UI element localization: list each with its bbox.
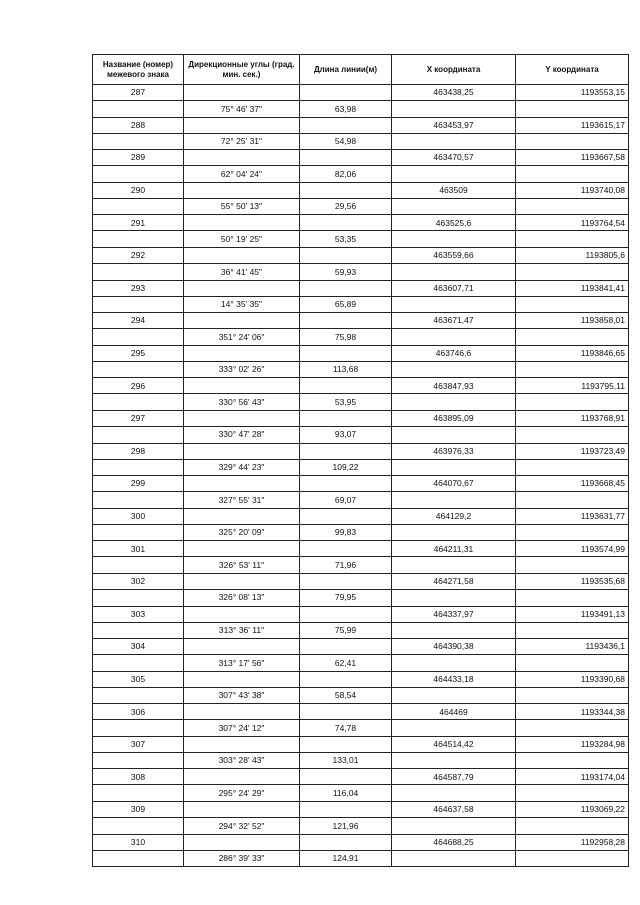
point-y: 1193768,91	[516, 410, 629, 426]
header-length: Длина линии(м)	[300, 55, 392, 85]
point-name: 298	[93, 443, 184, 459]
point-x: 463895,09	[392, 410, 516, 426]
segment-angle: 325° 20' 09"	[184, 524, 300, 541]
empty-cell	[300, 280, 392, 296]
segment-length: 99,83	[300, 524, 392, 541]
segment-angle: 72° 25' 31"	[184, 133, 300, 150]
empty-cell	[184, 769, 300, 785]
point-x: 463746,6	[392, 345, 516, 361]
empty-cell	[516, 687, 629, 704]
table-body	[93, 85, 629, 867]
empty-cell	[93, 655, 184, 672]
segment-row	[93, 231, 629, 248]
empty-cell	[184, 345, 300, 361]
segment-row	[93, 687, 629, 704]
empty-cell	[300, 150, 392, 166]
point-x: 464514,42	[392, 736, 516, 752]
empty-cell	[516, 296, 629, 313]
point-row	[93, 573, 629, 589]
point-x: 463470,57	[392, 150, 516, 166]
point-name: 301	[93, 541, 184, 557]
segment-row	[93, 818, 629, 835]
empty-cell	[516, 818, 629, 835]
segment-length: 124,91	[300, 850, 392, 867]
point-y: 1193344,38	[516, 704, 629, 720]
point-x: 464587,79	[392, 769, 516, 785]
empty-cell	[300, 573, 392, 589]
point-x: 464070,67	[392, 476, 516, 492]
empty-cell	[516, 101, 629, 118]
segment-angle: 351° 24' 06"	[184, 329, 300, 346]
point-y: 1193723,49	[516, 443, 629, 459]
segment-row	[93, 720, 629, 737]
point-x: 464637,58	[392, 802, 516, 818]
point-row	[93, 150, 629, 166]
point-x: 464129,2	[392, 508, 516, 524]
segment-length: 121,96	[300, 818, 392, 835]
point-y: 1193436,1	[516, 639, 629, 655]
segment-angle: 307° 43' 38"	[184, 687, 300, 704]
empty-cell	[300, 508, 392, 524]
point-row	[93, 280, 629, 296]
point-name: 296	[93, 378, 184, 394]
segment-row	[93, 133, 629, 150]
empty-cell	[300, 117, 392, 133]
segment-angle: 14° 35' 35"	[184, 296, 300, 313]
point-x: 463976,33	[392, 443, 516, 459]
segment-angle: 36° 41' 45"	[184, 263, 300, 280]
empty-cell	[392, 263, 516, 280]
point-y: 1193535,68	[516, 573, 629, 589]
point-y: 1193631,77	[516, 508, 629, 524]
segment-length: 74,78	[300, 720, 392, 737]
empty-cell	[516, 459, 629, 476]
empty-cell	[184, 117, 300, 133]
segment-row	[93, 198, 629, 215]
boundary-coordinates-table	[92, 54, 629, 867]
point-name: 295	[93, 345, 184, 361]
empty-cell	[392, 329, 516, 346]
segment-angle: 327° 55' 31"	[184, 492, 300, 509]
segment-length: 133,01	[300, 752, 392, 769]
segment-row	[93, 557, 629, 574]
segment-angle: 330° 47' 28"	[184, 426, 300, 443]
segment-angle: 294° 32' 52"	[184, 818, 300, 835]
segment-angle: 313° 17' 56"	[184, 655, 300, 672]
point-row	[93, 541, 629, 557]
segment-angle: 303° 28' 43"	[184, 752, 300, 769]
segment-row	[93, 850, 629, 867]
empty-cell	[516, 492, 629, 509]
segment-row	[93, 361, 629, 378]
empty-cell	[392, 361, 516, 378]
point-x: 464390,38	[392, 639, 516, 655]
empty-cell	[392, 687, 516, 704]
empty-cell	[392, 622, 516, 639]
empty-cell	[184, 736, 300, 752]
segment-row	[93, 752, 629, 769]
segment-row	[93, 459, 629, 476]
point-row	[93, 639, 629, 655]
point-y: 1193615,17	[516, 117, 629, 133]
empty-cell	[516, 752, 629, 769]
point-row	[93, 606, 629, 622]
empty-cell	[392, 524, 516, 541]
point-x: 464688,25	[392, 834, 516, 850]
point-y: 1193805,6	[516, 247, 629, 263]
point-y: 1193764,54	[516, 215, 629, 231]
point-y: 1192958,28	[516, 834, 629, 850]
segment-length: 29,56	[300, 198, 392, 215]
point-x: 464337,97	[392, 606, 516, 622]
empty-cell	[184, 671, 300, 687]
empty-cell	[516, 263, 629, 280]
segment-length: 116,04	[300, 785, 392, 802]
empty-cell	[516, 426, 629, 443]
segment-length: 65,89	[300, 296, 392, 313]
empty-cell	[300, 541, 392, 557]
segment-row	[93, 655, 629, 672]
empty-cell	[93, 818, 184, 835]
point-row	[93, 704, 629, 720]
segment-length: 82,06	[300, 166, 392, 183]
point-name: 288	[93, 117, 184, 133]
empty-cell	[516, 720, 629, 737]
point-row	[93, 508, 629, 524]
empty-cell	[392, 720, 516, 737]
empty-cell	[300, 802, 392, 818]
empty-cell	[392, 557, 516, 574]
header-angle: Дирекционные углы (град. мин. сек.)	[184, 55, 300, 85]
point-row	[93, 769, 629, 785]
empty-cell	[300, 215, 392, 231]
point-x: 464433,18	[392, 671, 516, 687]
empty-cell	[516, 394, 629, 411]
segment-length: 59,93	[300, 263, 392, 280]
point-y: 1193667,58	[516, 150, 629, 166]
empty-cell	[93, 263, 184, 280]
empty-cell	[93, 524, 184, 541]
empty-cell	[184, 541, 300, 557]
empty-cell	[392, 101, 516, 118]
empty-cell	[93, 394, 184, 411]
empty-cell	[300, 834, 392, 850]
segment-length: 75,99	[300, 622, 392, 639]
empty-cell	[93, 622, 184, 639]
empty-cell	[300, 639, 392, 655]
segment-length: 113,68	[300, 361, 392, 378]
empty-cell	[93, 459, 184, 476]
point-x: 463671,47	[392, 313, 516, 329]
empty-cell	[392, 166, 516, 183]
point-y: 1193553,15	[516, 85, 629, 101]
point-name: 289	[93, 150, 184, 166]
point-y: 1193174,04	[516, 769, 629, 785]
empty-cell	[300, 85, 392, 101]
point-name: 306	[93, 704, 184, 720]
point-row	[93, 671, 629, 687]
point-name: 300	[93, 508, 184, 524]
empty-cell	[392, 459, 516, 476]
segment-length: 62,41	[300, 655, 392, 672]
empty-cell	[184, 247, 300, 263]
point-x: 464469	[392, 704, 516, 720]
point-x: 463438,25	[392, 85, 516, 101]
segment-row	[93, 622, 629, 639]
point-name: 287	[93, 85, 184, 101]
point-x: 464211,31	[392, 541, 516, 557]
point-row	[93, 410, 629, 426]
point-y: 1193846,65	[516, 345, 629, 361]
empty-cell	[184, 215, 300, 231]
empty-cell	[184, 182, 300, 198]
empty-cell	[516, 850, 629, 867]
point-row	[93, 443, 629, 459]
segment-row	[93, 296, 629, 313]
segment-length: 71,96	[300, 557, 392, 574]
segment-length: 58,54	[300, 687, 392, 704]
empty-cell	[93, 720, 184, 737]
empty-cell	[93, 198, 184, 215]
segment-length: 54,98	[300, 133, 392, 150]
empty-cell	[184, 313, 300, 329]
segment-row	[93, 492, 629, 509]
point-y: 1193390,68	[516, 671, 629, 687]
empty-cell	[93, 492, 184, 509]
segment-row	[93, 426, 629, 443]
empty-cell	[300, 345, 392, 361]
segment-row	[93, 785, 629, 802]
segment-angle: 330° 56' 43"	[184, 394, 300, 411]
empty-cell	[184, 704, 300, 720]
segment-angle: 307° 24' 12"	[184, 720, 300, 737]
point-name: 293	[93, 280, 184, 296]
segment-row	[93, 394, 629, 411]
segment-row	[93, 589, 629, 606]
point-row	[93, 736, 629, 752]
empty-cell	[516, 133, 629, 150]
point-y: 1193795,11	[516, 378, 629, 394]
empty-cell	[93, 589, 184, 606]
empty-cell	[184, 606, 300, 622]
point-row	[93, 313, 629, 329]
segment-length: 53,35	[300, 231, 392, 248]
segment-length: 79,95	[300, 589, 392, 606]
point-x: 464271,58	[392, 573, 516, 589]
empty-cell	[516, 655, 629, 672]
empty-cell	[392, 785, 516, 802]
point-row	[93, 215, 629, 231]
empty-cell	[300, 247, 392, 263]
segment-row	[93, 263, 629, 280]
point-name: 297	[93, 410, 184, 426]
segment-length: 75,98	[300, 329, 392, 346]
header-y: Y координата	[516, 55, 629, 85]
empty-cell	[93, 133, 184, 150]
empty-cell	[93, 361, 184, 378]
point-row	[93, 247, 629, 263]
point-name: 309	[93, 802, 184, 818]
segment-angle: 295° 24' 29"	[184, 785, 300, 802]
segment-angle: 50° 19' 25"	[184, 231, 300, 248]
segment-row	[93, 329, 629, 346]
point-row	[93, 182, 629, 198]
segment-angle: 326° 08' 13"	[184, 589, 300, 606]
empty-cell	[300, 182, 392, 198]
empty-cell	[300, 476, 392, 492]
empty-cell	[300, 443, 392, 459]
empty-cell	[93, 426, 184, 443]
empty-cell	[392, 231, 516, 248]
empty-cell	[516, 622, 629, 639]
empty-cell	[392, 655, 516, 672]
point-name: 307	[93, 736, 184, 752]
point-name: 292	[93, 247, 184, 263]
segment-angle: 286° 39' 33"	[184, 850, 300, 867]
segment-length: 53,95	[300, 394, 392, 411]
segment-row	[93, 101, 629, 118]
empty-cell	[516, 361, 629, 378]
empty-cell	[93, 752, 184, 769]
point-y: 1193574,99	[516, 541, 629, 557]
empty-cell	[392, 133, 516, 150]
point-x: 463509	[392, 182, 516, 198]
point-row	[93, 345, 629, 361]
point-name: 304	[93, 639, 184, 655]
empty-cell	[392, 589, 516, 606]
empty-cell	[516, 785, 629, 802]
segment-angle: 326° 53' 11"	[184, 557, 300, 574]
segment-length: 109,22	[300, 459, 392, 476]
point-row	[93, 834, 629, 850]
empty-cell	[300, 769, 392, 785]
empty-cell	[516, 198, 629, 215]
segment-angle: 329° 44' 23"	[184, 459, 300, 476]
empty-cell	[392, 850, 516, 867]
empty-cell	[516, 329, 629, 346]
empty-cell	[93, 166, 184, 183]
empty-cell	[184, 639, 300, 655]
point-name: 294	[93, 313, 184, 329]
empty-cell	[392, 426, 516, 443]
empty-cell	[516, 231, 629, 248]
empty-cell	[184, 573, 300, 589]
point-row	[93, 85, 629, 101]
point-name: 302	[93, 573, 184, 589]
point-name: 290	[93, 182, 184, 198]
point-row	[93, 117, 629, 133]
segment-row	[93, 524, 629, 541]
point-y: 1193668,45	[516, 476, 629, 492]
empty-cell	[93, 850, 184, 867]
point-name: 310	[93, 834, 184, 850]
empty-cell	[300, 704, 392, 720]
empty-cell	[184, 150, 300, 166]
empty-cell	[93, 329, 184, 346]
point-name: 308	[93, 769, 184, 785]
empty-cell	[392, 818, 516, 835]
empty-cell	[392, 296, 516, 313]
segment-row	[93, 166, 629, 183]
segment-angle: 313° 36' 11"	[184, 622, 300, 639]
empty-cell	[184, 834, 300, 850]
point-name: 305	[93, 671, 184, 687]
empty-cell	[300, 410, 392, 426]
header-name: Название (номер) межевого знака	[93, 55, 184, 85]
empty-cell	[392, 752, 516, 769]
point-x: 463453,97	[392, 117, 516, 133]
empty-cell	[300, 671, 392, 687]
point-row	[93, 476, 629, 492]
segment-angle: 62° 04' 24"	[184, 166, 300, 183]
empty-cell	[184, 443, 300, 459]
segment-angle: 75° 46' 37"	[184, 101, 300, 118]
empty-cell	[300, 606, 392, 622]
segment-length: 69,07	[300, 492, 392, 509]
empty-cell	[300, 378, 392, 394]
empty-cell	[93, 785, 184, 802]
empty-cell	[184, 802, 300, 818]
empty-cell	[93, 231, 184, 248]
point-name: 299	[93, 476, 184, 492]
empty-cell	[516, 557, 629, 574]
segment-length: 63,98	[300, 101, 392, 118]
empty-cell	[392, 492, 516, 509]
point-row	[93, 802, 629, 818]
point-y: 1193858,01	[516, 313, 629, 329]
empty-cell	[516, 166, 629, 183]
segment-angle: 55° 50' 13"	[184, 198, 300, 215]
empty-cell	[392, 198, 516, 215]
point-x: 463559,66	[392, 247, 516, 263]
point-name: 291	[93, 215, 184, 231]
empty-cell	[184, 85, 300, 101]
header-row	[93, 55, 629, 85]
empty-cell	[184, 476, 300, 492]
empty-cell	[300, 313, 392, 329]
empty-cell	[93, 557, 184, 574]
point-name: 303	[93, 606, 184, 622]
empty-cell	[93, 101, 184, 118]
empty-cell	[93, 687, 184, 704]
empty-cell	[184, 378, 300, 394]
empty-cell	[93, 296, 184, 313]
point-y: 1193841,41	[516, 280, 629, 296]
point-row	[93, 378, 629, 394]
point-y: 1193284,98	[516, 736, 629, 752]
point-y: 1193491,13	[516, 606, 629, 622]
empty-cell	[392, 394, 516, 411]
header-x: X координата	[392, 55, 516, 85]
empty-cell	[516, 524, 629, 541]
point-x: 463525,6	[392, 215, 516, 231]
point-y: 1193740,08	[516, 182, 629, 198]
empty-cell	[184, 280, 300, 296]
point-x: 463607,71	[392, 280, 516, 296]
point-x: 463847,93	[392, 378, 516, 394]
point-y: 1193069,22	[516, 802, 629, 818]
empty-cell	[300, 736, 392, 752]
empty-cell	[184, 508, 300, 524]
empty-cell	[184, 410, 300, 426]
segment-angle: 333° 02' 26"	[184, 361, 300, 378]
segment-length: 93,07	[300, 426, 392, 443]
empty-cell	[516, 589, 629, 606]
